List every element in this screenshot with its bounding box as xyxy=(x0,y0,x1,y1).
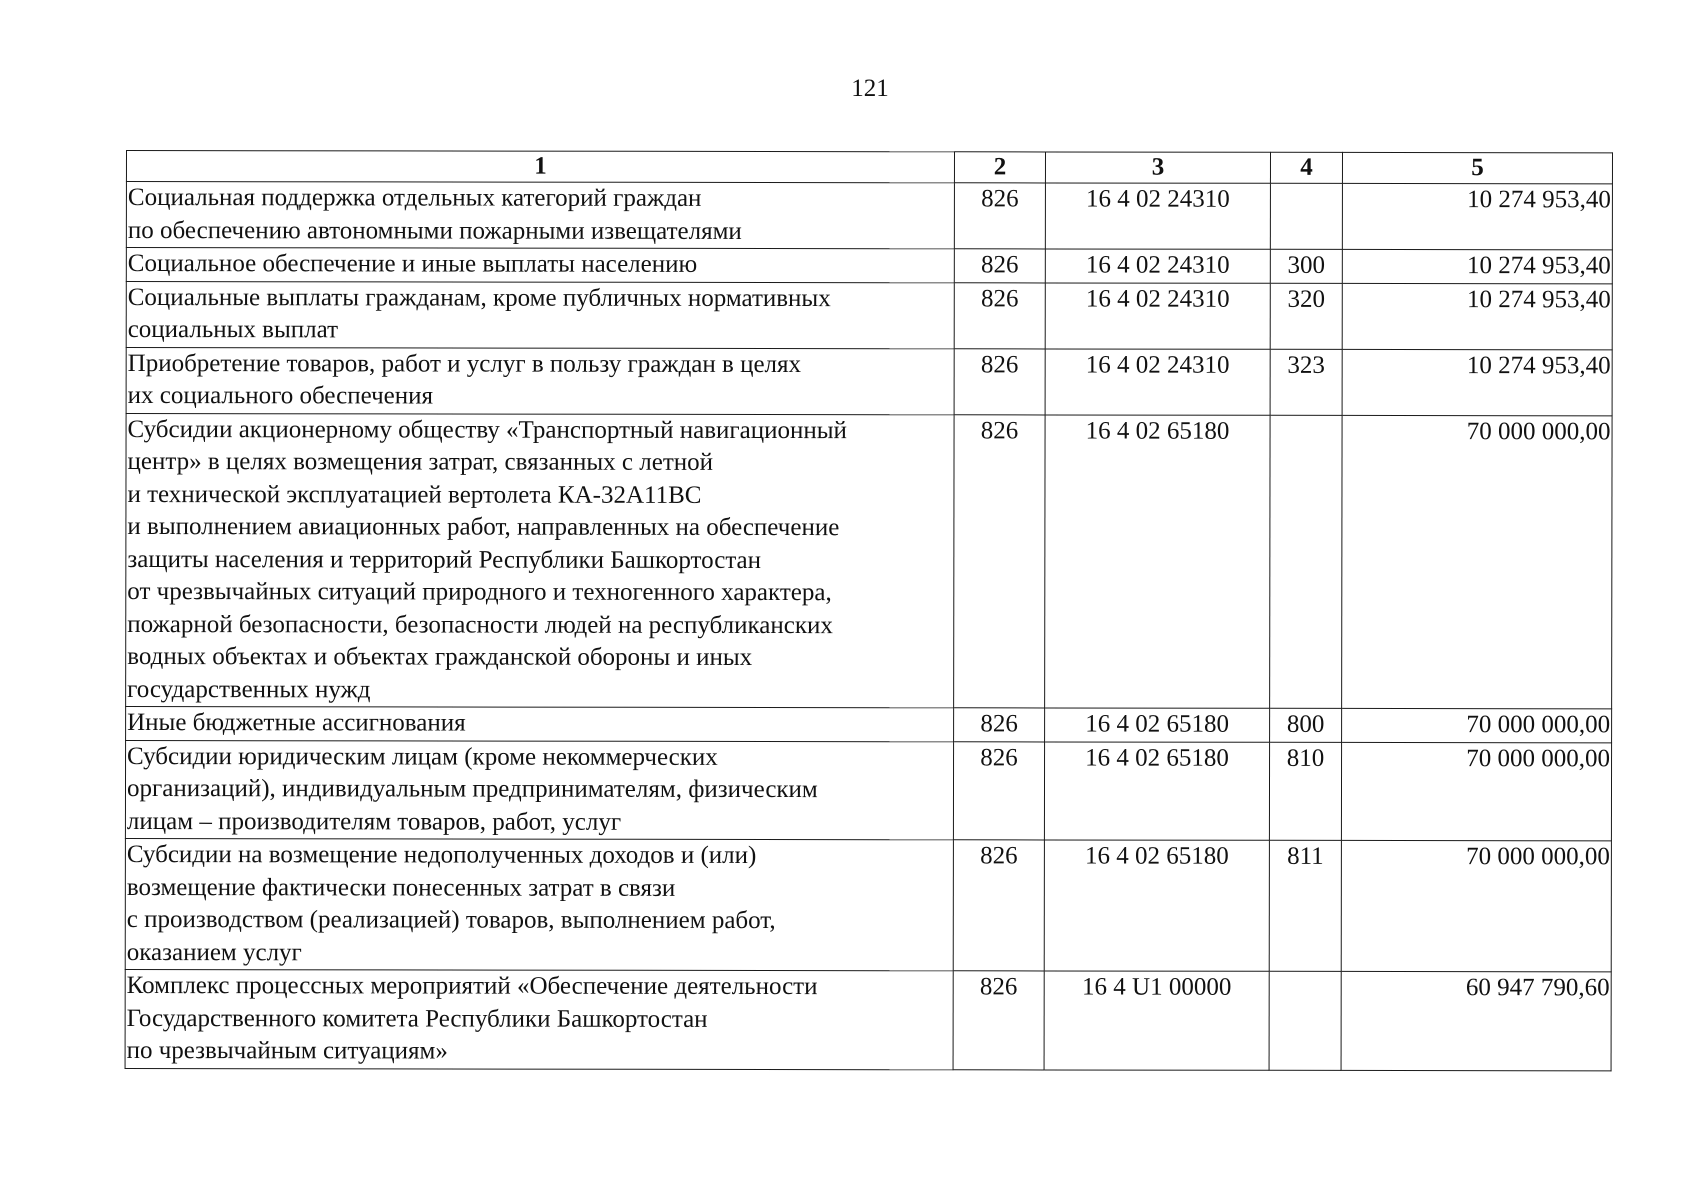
row-name-cell: Субсидии юридическим лицам (кроме некоммерческих организаций), индивидуальным предпринимателям, физическим лицам – производителям товаров, работ, услуг xyxy=(125,740,953,840)
table-row xyxy=(125,838,1611,971)
row-vr-cell: 800 xyxy=(1270,708,1342,742)
table-row xyxy=(126,413,1612,709)
row-gr-cell: 826 xyxy=(954,282,1045,348)
row-gr-cell: 826 xyxy=(954,249,1045,283)
row-gr-cell: 826 xyxy=(953,971,1044,1070)
row-sum-cell: 10 274 953,40 xyxy=(1342,283,1612,349)
row-csr-cell: 16 4 02 24310 xyxy=(1045,249,1270,283)
table-body xyxy=(125,182,1612,1071)
header-col-2: 2 xyxy=(954,152,1045,183)
row-sum-cell: 70 000 000,00 xyxy=(1342,415,1612,709)
table-row xyxy=(126,182,1612,250)
table-row xyxy=(126,248,1612,284)
row-csr-cell: 16 4 02 65180 xyxy=(1044,840,1269,971)
row-vr-cell xyxy=(1270,415,1342,709)
header-col-5: 5 xyxy=(1342,152,1612,183)
row-gr-cell: 826 xyxy=(953,840,1044,971)
row-gr-cell: 826 xyxy=(954,708,1045,742)
header-col-1: 1 xyxy=(126,151,954,183)
row-gr-cell: 826 xyxy=(953,741,1044,840)
row-name-cell: Комплекс процессных мероприятий «Обеспечение деятельности Государственного комитета Республики Башкортостан по чрезвычайным ситуациям» xyxy=(125,969,953,1069)
table-row xyxy=(125,969,1611,1070)
row-vr-cell: 300 xyxy=(1270,249,1342,283)
table-row xyxy=(126,707,1612,743)
row-vr-cell: 323 xyxy=(1270,349,1342,415)
row-sum-cell: 10 274 953,40 xyxy=(1342,249,1612,283)
row-name-cell: Субсидии акционерному обществу «Транспортный навигационный центр» в целях возмещения затрат, связанных с летной и технической эксплуатацией вертолета КА-32А11ВС и выполнением авиационных работ, направленных на обеспечение защиты населения и территорий Республики Башкортостан от чрезвычайных ситуаций природного и техногенного характера, пожарной безопасности, безопасности людей на республиканских водных объектах и объектах гражданской обороны и иных государственных нужд xyxy=(126,413,954,708)
header-col-3: 3 xyxy=(1045,152,1270,183)
row-name-cell: Иные бюджетные ассигнования xyxy=(126,707,954,742)
row-sum-cell: 60 947 790,60 xyxy=(1341,971,1611,1070)
header-col-4: 4 xyxy=(1270,152,1342,183)
row-sum-cell: 70 000 000,00 xyxy=(1341,840,1611,971)
table-row xyxy=(126,281,1612,349)
row-sum-cell: 70 000 000,00 xyxy=(1341,742,1611,841)
row-gr-cell: 826 xyxy=(954,183,1045,249)
row-name-cell: Социальная поддержка отдельных категорий граждан по обеспечению автономными пожарными извещателями xyxy=(126,182,954,249)
row-vr-cell: 320 xyxy=(1270,283,1342,349)
table-row xyxy=(126,347,1612,415)
row-csr-cell: 16 4 02 24310 xyxy=(1045,183,1270,249)
budget-table xyxy=(125,150,1613,1071)
row-sum-cell: 10 274 953,40 xyxy=(1342,349,1612,415)
row-name-cell: Субсидии на возмещение недополученных доходов и (или) возмещение фактически понесенных затрат в связи с производством (реализацией) товаров, выполнением работ, оказанием услуг xyxy=(125,838,953,970)
table-row xyxy=(125,740,1611,841)
row-vr-cell: 810 xyxy=(1269,742,1341,841)
row-vr-cell xyxy=(1269,971,1341,1070)
row-name-cell: Приобретение товаров, работ и услуг в пользу граждан в целях их социального обеспечения xyxy=(126,347,954,414)
row-gr-cell: 826 xyxy=(954,348,1045,414)
row-csr-cell: 16 4 02 24310 xyxy=(1045,282,1270,348)
row-name-cell: Социальные выплаты гражданам, кроме публичных нормативных социальных выплат xyxy=(126,281,954,348)
row-csr-cell: 16 4 02 24310 xyxy=(1045,348,1270,414)
row-csr-cell: 16 4 02 65180 xyxy=(1045,708,1270,742)
page-number: 121 xyxy=(851,75,889,102)
row-sum-cell: 70 000 000,00 xyxy=(1342,708,1612,742)
row-vr-cell: 811 xyxy=(1269,840,1341,971)
row-vr-cell xyxy=(1270,183,1342,249)
table-header-row xyxy=(126,151,1612,184)
row-csr-cell: 16 4 02 65180 xyxy=(1045,414,1270,708)
row-name-cell: Социальное обеспечение и иные выплаты населению xyxy=(126,248,954,283)
row-gr-cell: 826 xyxy=(954,414,1045,708)
row-sum-cell: 10 274 953,40 xyxy=(1342,183,1612,249)
row-csr-cell: 16 4 02 65180 xyxy=(1044,741,1269,840)
row-csr-cell: 16 4 U1 00000 xyxy=(1044,971,1269,1070)
